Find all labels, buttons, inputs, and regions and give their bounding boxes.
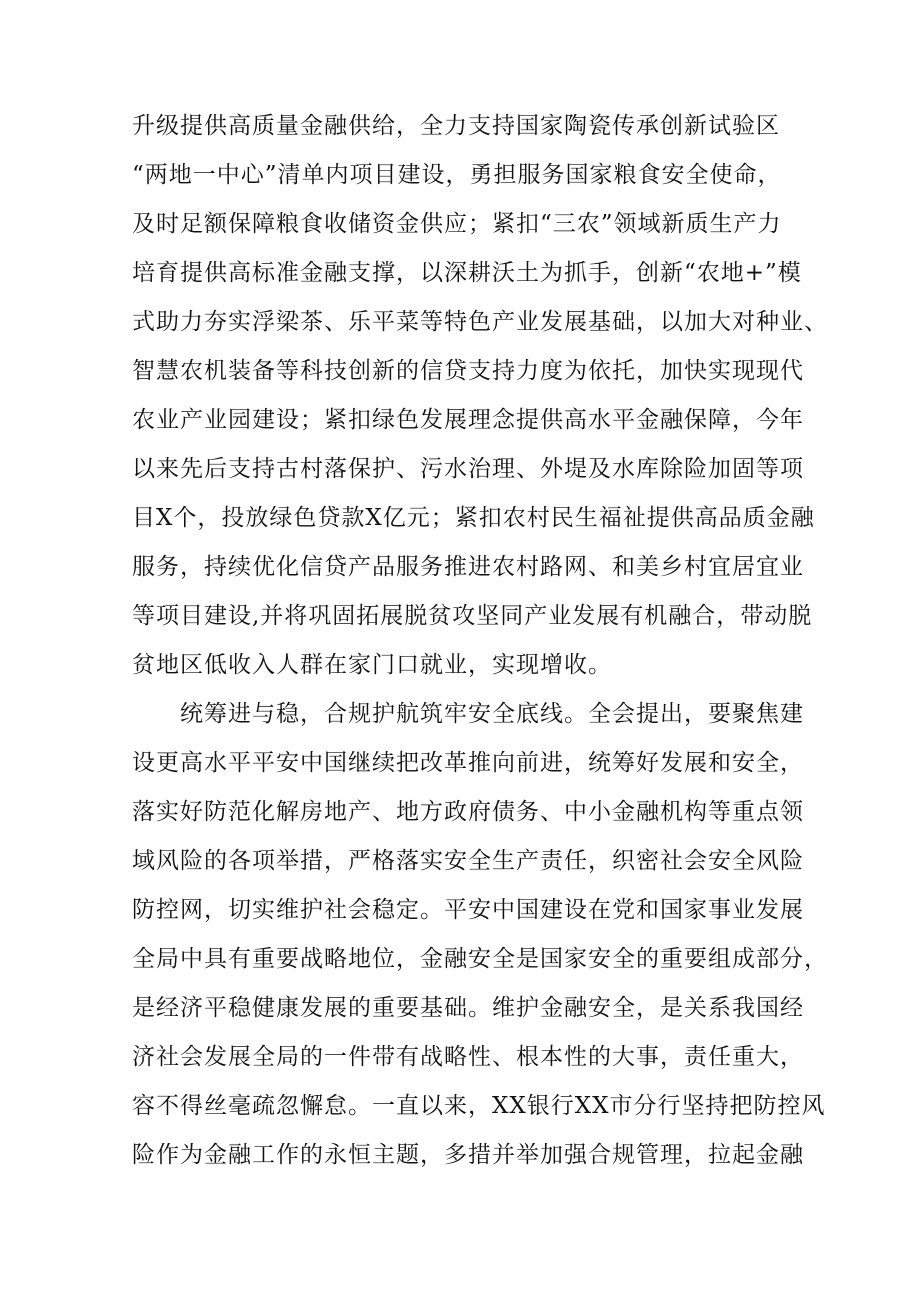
text-line: “两地一中心”清单内项目建设，勇担服务国家粮食安全使命， xyxy=(132,162,782,188)
text-line: 式助力夯实浮梁茶、乐平菜等特色产业发展基础，以加大对种业、 xyxy=(132,309,828,335)
paragraph-financial-security xyxy=(132,690,828,1180)
text-line: 容不得丝毫疏忽懈怠。一直以来，XX银行XX市分行坚持把防控风 xyxy=(132,1093,826,1119)
text-line: 防控网，切实维护社会稳定。平安中国建设在党和国家事业发展 xyxy=(132,897,804,923)
text-line: 目X个，投放绿色贷款X亿元；紧扣农村民生福祉提供高品质金融 xyxy=(132,505,815,531)
text-line: 域风险的各项举措，严格落实安全生产责任，织密社会安全风险 xyxy=(132,848,804,874)
text-line: 落实好防范化解房地产、地方政府债务、中小金融机构等重点领 xyxy=(132,799,804,825)
text-line: 等项目建设,并将巩固拓展脱贫攻坚同产业发展有机融合，带动脱 xyxy=(132,603,813,629)
text-line: 济社会发展全局的一件带有战略性、根本性的大事，责任重大， xyxy=(132,1044,804,1070)
text-line: 以来先后支持古村落保护、污水治理、外堤及水库除险加固等项 xyxy=(132,456,804,482)
text-line: 农业产业园建设；紧扣绿色发展理念提供高水平金融保障，今年 xyxy=(132,407,804,433)
text-line: 升级提供高质量金融供给，全力支持国家陶瓷传承创新试验区 xyxy=(132,113,780,139)
text-line: 培育提供高标准金融支撑，以深耕沃土为抓手，创新“农地+”模 xyxy=(132,260,802,286)
text-line: 贫地区低收入人群在家门口就业，实现增收。 xyxy=(132,652,612,678)
text-line: 全局中具有重要战略地位，金融安全是国家安全的重要组成部分， xyxy=(132,946,828,972)
text-line: 设更高水平平安中国继续把改革推向前进，统筹好发展和安全， xyxy=(132,750,804,776)
text-line: 统筹进与稳，合规护航筑牢安全底线。全会提出，要聚焦建 xyxy=(180,701,804,727)
text-line: 智慧农机装备等科技创新的信贷支持力度为依托，加快实现现代 xyxy=(132,358,804,384)
text-line: 及时足额保障粮食收储资金供应；紧扣“三农”领域新质生产力 xyxy=(132,211,782,237)
text-line: 险作为金融工作的永恒主题，多措并举加强合规管理，拉起金融 xyxy=(132,1142,804,1168)
paragraph-rural-finance xyxy=(132,102,828,690)
text-line: 服务，持续优化信贷产品服务推进农村路网、和美乡村宜居宜业 xyxy=(132,554,804,580)
text-line: 是经济平稳健康发展的重要基础。维护金融安全，是关系我国经 xyxy=(132,995,804,1021)
